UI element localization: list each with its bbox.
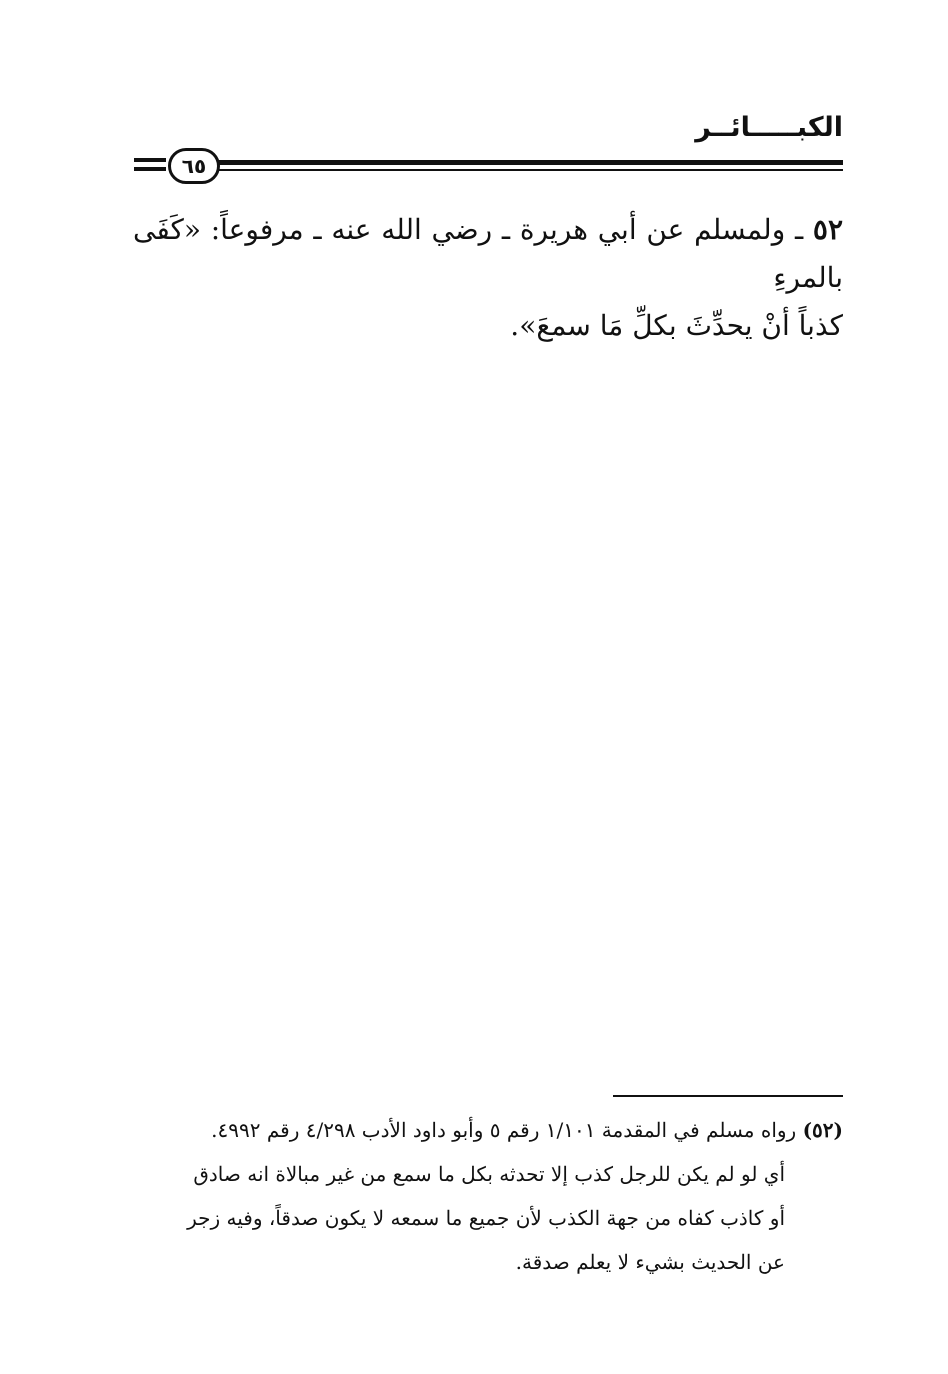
hadith-line-1-text: ـ ولمسلم عن أبي هريرة ـ رضي الله عنه ـ مرفوعاً: «كَفَى بالمرءِ xyxy=(133,213,843,294)
footnote-ref: (٥٢) xyxy=(802,1118,843,1142)
header-rule-thin xyxy=(218,169,843,171)
header-dash-top xyxy=(134,158,166,162)
header-rule-thick xyxy=(218,160,843,165)
footnote-rule xyxy=(613,1095,843,1097)
footnote-line-1 xyxy=(133,1108,843,1152)
running-title: الكبـــــائــر xyxy=(695,112,843,143)
footnote-line-2: أي لو لم يكن للرجل كذب إلا تحدثه بكل ما سمع من غير مبالاة انه صادق xyxy=(193,1162,785,1186)
page-number: ٦٥ xyxy=(168,148,220,184)
hadith-paragraph xyxy=(133,206,843,350)
footnote-line-1-text: رواه مسلم في المقدمة ١/١٠١ رقم ٥ وأبو داود الأدب ٤/٢٩٨ رقم ٤٩٩٢. xyxy=(211,1118,797,1142)
header-dash-bottom xyxy=(134,167,166,171)
footnote-line-4: عن الحديث بشيء لا يعلم صدقة. xyxy=(515,1250,785,1274)
hadith-line-2: كذباً أنْ يحدِّثَ بكلِّ مَا سمعَ». xyxy=(510,309,843,342)
hadith-line-1 xyxy=(133,206,843,302)
footnote xyxy=(133,1108,843,1284)
hadith-number: ٥٢ xyxy=(812,213,843,246)
footnote-line-3: أو كاذب كفاه من جهة الكذب لأن جميع ما سمعه لا يكون صدقاً، وفيه زجر xyxy=(187,1206,785,1230)
